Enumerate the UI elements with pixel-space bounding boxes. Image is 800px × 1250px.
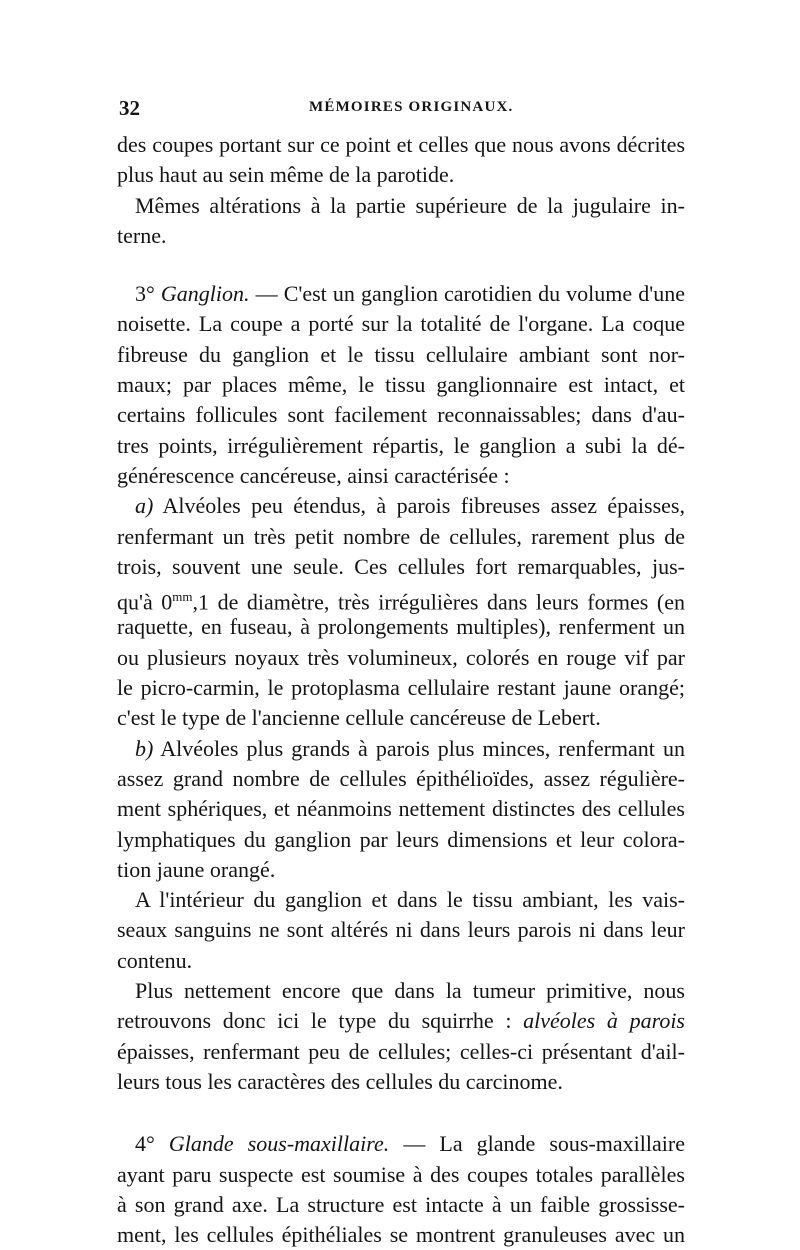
section-number: 4° (135, 1131, 169, 1157)
unit-superscript: mm (172, 589, 193, 605)
text-line: épaisses, renfermant peu de cellules; celles-ci présentant d'ail- (117, 1038, 685, 1064)
body-text (117, 130, 685, 1250)
text-line: ayant paru suspecte est soumise à des coupes totales parallèles (117, 1161, 685, 1187)
text-line: contenu. (117, 947, 193, 973)
text-line: ou plusieurs noyaux très volumineux, colorés en rouge vif par (117, 644, 685, 670)
list-marker: a) (135, 493, 154, 519)
text-line: tion jaune orangé. (117, 856, 276, 882)
emphasis: alvéoles à parois (523, 1008, 685, 1034)
text-line: raquette, en fuseau, à prolongements multiples), renferment un (117, 614, 685, 640)
section-title: Ganglion. (160, 281, 250, 307)
text-line: noisette. La coupe a porté sur la totalité de l'organe. La coque (117, 311, 685, 337)
text-line: leurs tous les caractères des cellules du carcinome. (117, 1068, 563, 1094)
text-line: Mêmes altérations à la partie supérieure de la jugulaire in- (135, 192, 685, 218)
text-line: Plus nettement encore que dans la tumeur primitive, nous (135, 978, 685, 1004)
text-line: générescence cancéreuse, ainsi caractérisée : (117, 462, 510, 488)
text-line (117, 491, 685, 521)
text-line (117, 734, 685, 764)
text-line: ment sphériques, et néanmoins nettement distinctes des cellules (117, 796, 685, 822)
section-gap (117, 1097, 685, 1129)
text-line: assez grand nombre de cellules épithélioïdes, assez régulière- (117, 765, 685, 791)
section-number: 3° (135, 281, 161, 307)
text-line (117, 582, 685, 615)
text-fragment: — C'est un ganglion carotidien du volume d'une (249, 281, 685, 307)
page-header (119, 96, 684, 124)
text-fragment: retrouvons donc ici le type du squirrhe : (117, 1008, 524, 1034)
text-line: à son grand axe. La structure est intacte à un faible grossisse- (117, 1191, 685, 1217)
text-line: c'est le type de l'ancienne cellule cancéreuse de Lebert. (117, 705, 601, 731)
text-fragment: — La glande sous-maxillaire (389, 1131, 685, 1157)
text-line: certains follicules sont facilement reconnaissables; dans d'au- (117, 402, 685, 428)
text-line: A l'intérieur du ganglion et dans le tissu ambiant, les vais- (135, 887, 685, 913)
page-number: 32 (119, 96, 140, 120)
text-line: fibreuse du ganglion et le tissu cellulaire ambiant sont nor- (117, 341, 685, 367)
text-line: trois, souvent une seule. Ces cellules fort remarquables, jus- (117, 553, 685, 579)
text-line: maux; par places même, le tissu ganglionnaire est intact, et (117, 372, 685, 398)
text-line: des coupes portant sur ce point et celles que nous avons décrites (117, 132, 685, 157)
text-line (117, 1129, 685, 1159)
text-fragment: qu'à 0 (117, 589, 173, 615)
text-line: lymphatiques du ganglion par leurs dimensions et leur colora- (117, 826, 685, 852)
text-line: renfermant un très petit nombre de cellules, rarement plus de (117, 523, 685, 549)
text-fragment: ,1 de diamètre, très irrégulières dans leurs formes (en (192, 589, 685, 615)
text-fragment: Alvéoles peu étendus, à parois fibreuses assez épaisses, (153, 493, 685, 519)
text-line: seaux sanguins ne sont altérés ni dans leurs parois ni dans leur (117, 917, 685, 943)
text-line: ment, les cellules épithéliales se montrent granuleuses avec un (117, 1222, 685, 1248)
text-fragment: Alvéoles plus grands à parois plus minces, renfermant un (153, 735, 685, 761)
text-line: plus haut au sein même de la parotide. (117, 162, 455, 188)
text-line (117, 279, 685, 309)
running-title: MÉMOIRES ORIGINAUX. (309, 99, 514, 115)
section-gap (117, 251, 685, 279)
list-marker: b) (135, 735, 154, 761)
section-title: Glande sous-maxillaire. (168, 1131, 390, 1157)
text-line: tres points, irrégulièrement répartis, le ganglion a subi la dé- (117, 432, 685, 458)
text-line: terne. (117, 222, 167, 248)
text-line: le picro-carmin, le protoplasma cellulaire restant jaune orangé; (117, 675, 685, 701)
text-line (117, 1006, 685, 1036)
